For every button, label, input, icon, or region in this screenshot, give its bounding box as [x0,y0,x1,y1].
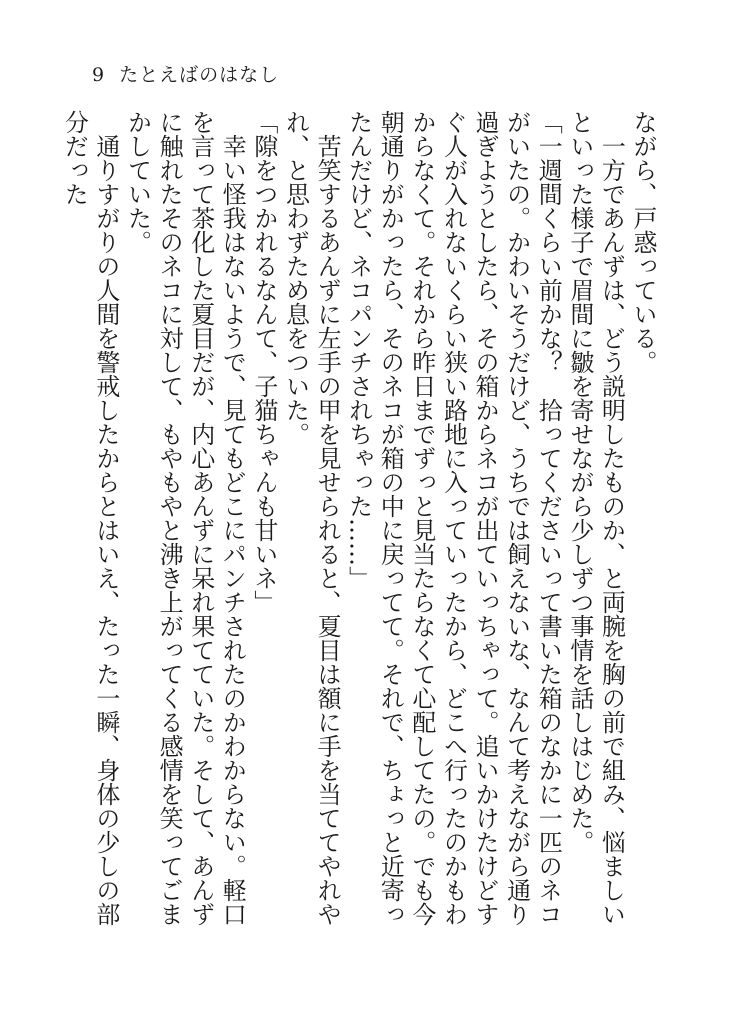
paragraph: 幸い怪我はないようで、見てもどこにパンチされたのかわからない。軽口を言って茶化した夏目だが、内心あんずに呆れ果てていた。そして、あんずに触れたそのネコに対して、もやもやと沸き上がってくる感情を笑ってごまかしていた。 [123,110,247,926]
dialogue-paragraph: 「一週間くらい前かな？ 拾ってくださいって書いた箱のなかに一匹のネコがいたの。かわいそうだけど、うちでは飼えないな、なんて考えながら通り過ぎようとしたら、その箱からネコが出ていっちゃって。追いかけたけどすぐ人が入れないくらい狭い路地に入っていったから、どこへ行ったのかもわからなくて。それから昨日までずっと見当たらなくて心配してたの。でも今朝通りがかったら、そのネコが箱の中に戻ってて。それで、ちょっと近寄ったんだけど、ネコパンチされちゃった……」 [344,110,563,926]
paragraph: 通りすがりの人間を警戒したからとはいえ、たった一瞬、身体の少しの部分だった [60,110,120,926]
running-head [92,60,279,87]
paragraph: ながら、戸惑っている。 [629,110,657,374]
paragraph: 一方であんずは、どう説明したものか、と両腕を胸の前で組み、悩ましいといった様子で眉間に皺を寄せながら少しずつ事情を話しはじめた。 [565,110,626,926]
chapter-title: たとえばのはなし [119,64,280,86]
body-text [58,110,658,940]
page-number: 9 [92,64,106,86]
paragraph: 苦笑するあんずに左手の甲を見せられると、夏目は額に手を当ててやれやれ、と思わずため息をついた。 [281,110,342,926]
dialogue-paragraph: 「隙をつかれるなんて、子猫ちゃんも甘いネ」 [249,110,278,614]
